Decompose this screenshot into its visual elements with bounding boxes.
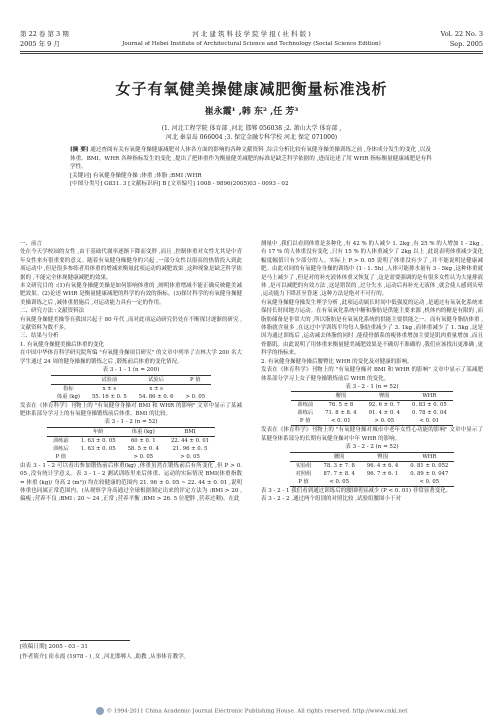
table-row <box>290 478 455 487</box>
table-3-1-1 <box>51 375 211 402</box>
journal-header-line-1 <box>20 30 483 38</box>
table-cell: P 值 <box>290 478 318 487</box>
table-row <box>47 436 215 445</box>
table-cell <box>75 453 122 462</box>
table-cell: x ± s <box>102 385 117 392</box>
table-row <box>51 393 211 402</box>
table-header-cell: BMI <box>165 427 215 436</box>
table-3-2-2 <box>290 452 455 487</box>
table-caption: 表 3 - 1 - 1 (n = 200) <box>102 367 160 374</box>
table-header-cell: 腰围 <box>319 392 362 401</box>
table-cell: > 0. 05 <box>122 453 165 462</box>
table-cell: P 值 <box>291 417 319 426</box>
volume-issue: 第 22 卷 第 3 期 <box>20 30 69 38</box>
subsection-heading: 2. 有氧健身操健身操后腰臀比 WHR 的变化及对健康的影响。 <box>261 358 413 365</box>
paragraph: 发表在《体育科学》刊物上的 "有氧健身操对城市中老年女性心功能的影响" 文章中显示了某健身体系部分的长期有氧健身操对中年 WHR 的影响。 <box>261 427 483 442</box>
section-heading-results: 三、结果与分析 <box>20 333 59 340</box>
paragraph: 测量中 ,我们以看到体重是多种化 ,有 42 % 的人减少 1. 2kg ,有 25 % 的人增加 1 - 2kg ,有 17 % 的人体重没有变化 ,只有 15 % 的人体重减少了 2kg 以上 ,此说表明体重减少变化幅度幅值只有少部分的人。实际上 P > 0. 05 说明了体重没有少了 ,并不能说明是健康减肥。由此对同的有氧健身身操的训练中 (1 - 1. 5h) ,人体可能排水量有 3 - 5kg ,这种体重就是马上减少了 ,但是对的补充液体体重又恢复了 ,这是需要强调的是有很多女性认为大量排液体 ,是可以减肥的有效方法 ,这是错误的 ,过分失水 ,运动后再补充无液体 ,就会使人感到头晕 ,运动能力下降甚至昏迷 ,这种方法是绝对不可行的。 <box>261 241 483 298</box>
table-header-cell: WHR <box>404 452 454 461</box>
table-cell: < 0. 05 <box>317 478 360 487</box>
table-cell: > 0. 05 <box>179 393 211 402</box>
journal-name-cn: 河 北 建 筑 科 技 学 院 学 报 ( 社 科 版 ) <box>192 30 311 38</box>
table-cell: 训练后 <box>52 445 69 452</box>
table-caption: 表 3 - 2 - 1 (n = 52) <box>345 383 399 390</box>
table-cell: 对照组 <box>295 470 312 477</box>
table-header-cell: WHR <box>406 392 453 401</box>
table-header-cell: 臀围 <box>361 452 404 461</box>
table-row <box>291 409 452 417</box>
abstract-block <box>70 146 435 189</box>
table-cell: 1. 63 ± 0. 05 <box>80 445 116 452</box>
table-cell: 58. 5 ± 0. 4 <box>127 445 159 452</box>
paragraph: 本文研究目的 :(1)有氧健身操健美操是如何影响体重的 ,阐明体重增减不能正确反映健美减肥效果。(2)论述 WHR 是衡量健康减肥的科学的有效的指标。(3)探讨科学的有氧健身操健美操训练之后 ,减体重措施后 ,对运动能力具有一定的作用。 <box>20 283 242 306</box>
table-cell: < 0. 05 <box>404 478 454 487</box>
abstract-text: 通过查阅有关有氧健身操健康减肥对人体各方面的影响的各种文献资料 ,综合分析比较有氧健身操美操训练之前 ,身体成分发生的变化 ,以及体重、BMI、WHR 各种指标发生的变化 ,提出了把体重作为衡量健美减肥的标准是缺乏科学依据的 ,进而论述了用 WHR 指标衡量健康减肥是有科学性。 <box>70 147 432 171</box>
table-row <box>291 417 452 426</box>
table-row <box>47 453 215 462</box>
table-cell: P 值 <box>47 453 75 462</box>
table-header-cell: 臀围 <box>363 392 406 401</box>
copyright-text: © 1994-2011 China Academic Journal Electronic Publishing House. All rights reserved. http://www.cnki.net <box>106 708 408 715</box>
table-cell: 1. 63 ± 0. 05 <box>80 437 116 444</box>
table-cell: 92. 6 ± 0. 7 <box>368 402 400 409</box>
table-cell: 0. 89 ± 0. 047 <box>410 470 449 477</box>
affiliation-line-2: 河北 秦皇岛 066004 ;3. 保定金融专科学校 河北 保定 071000) <box>165 134 338 141</box>
table-row <box>47 445 215 453</box>
table-header-cell: 试验后 <box>133 375 180 384</box>
section-heading-intro: 一、前言 <box>20 241 43 247</box>
table-cell: 96. 4 ± 6. 4 <box>366 462 399 469</box>
right-column <box>261 240 483 503</box>
table-cell: 55. 16 ± 0. 5 <box>86 393 133 402</box>
affiliation-line-1: (1. 河北工程学院 体育部 ,河北 邯郸 056038 ;2. 萧山大学 体育部 , <box>161 125 342 132</box>
table-cell: 指标 <box>63 385 74 392</box>
table-cell: 22. 44 ± 0. 01 <box>170 437 210 444</box>
table-cell: 训练后 <box>297 410 314 417</box>
abstract-label: [摘 要] <box>70 147 89 153</box>
table-header-cell: 试验前 <box>86 375 133 384</box>
table-cell: 87. 7 ± 8. 4 <box>323 470 355 477</box>
table-cell: 0. 83 ± 0. 05 <box>411 402 447 409</box>
paragraph: 发表在《体育科学》刊物上的 "有氧健身身操对 BMI 和 WHR 的影响" 文章中显示了某减肥体系部分学习上的有氧健身操锻炼前后体重、BMI 的比较。 <box>20 402 242 417</box>
table-cell: 78. 3 ± 7. 8 <box>323 462 355 469</box>
table-header-cell: 体重 (kg) <box>122 427 165 436</box>
paragraph: 表 3 - 2 - 1 我们看到通过训练后的腰围明显减少 (P < 0. 01) 非常显著变化。 <box>261 487 452 494</box>
subsection-heading: 1. 有氧健身操健美操后体重的变化 <box>20 341 104 348</box>
header-rule <box>20 51 483 52</box>
paragraph: 处在今天学校园的女性 ,由于基础代谢率逐渐下降而变胖 ,而且 ,控制体重对女性尤其是中青年女性来有很重要的意义。随着有氧健身操健身的兴起 ,一部分女性以很高的热情投入到此项运动中 ,但是很多参练者用体重的增减来衡量此项运动的减肥效果 ,这种现象是缺乏科学依据的 ,不能完全体现健康减肥的效果。 <box>20 249 242 281</box>
table-cell: 训练前 <box>52 437 69 444</box>
table-caption: 表 3 - 2 - 2 (n = 52) <box>345 444 399 451</box>
table-cell <box>179 384 211 393</box>
table-cell: 0. 81 ± 0. 052 <box>410 462 449 469</box>
table-cell: 实验组 <box>295 462 312 469</box>
table-3-1-2 <box>47 427 215 462</box>
paragraph: 有氧健身操健美操等在我国兴起于 80 年代 ,而对此项运动研究仍处在不断探讨逐渐的研究 ,文献资料为数不多。 <box>20 316 242 332</box>
paragraph: 发表在《体育科学》刊物上的 "有氧健身操对 BMI 和 WHR 的影响" 文章中显示了某减肥体系部分学习上女子健身操锻炼前后 WHR 的变化。 <box>261 367 483 382</box>
table-header-cell: P 值 <box>179 375 211 384</box>
table-cell: 54. 86 ± 0. 6 <box>133 393 180 402</box>
table-cell: < 0. 01 <box>406 417 453 426</box>
table-row <box>290 470 455 478</box>
footnote-rule <box>20 640 130 641</box>
paragraph: 表 3 - 2 - 2 ,通过两个组别的对照比较 ,试验组腰围小于对 <box>261 495 401 502</box>
table-caption: 表 3 - 1 - 2 (n = 52) <box>104 419 158 426</box>
copyright-bar <box>0 707 503 715</box>
table-header-cell <box>290 452 318 461</box>
paragraph: 由表 3 - 1 - 2 可以看出参加锻炼前后体重(kg) ,体重虽然在锻炼前后有所变化 ,但 P > 0. 05 ,没有统计学意义。表 3 - 1 - 2 测试训练里来后体重、运动的实际情况 BMI(体重指数 = 体重 (kg)/ 身高 2 (m²)) 均在较健康的范围内 21. 96 ± 0. 05 ~ 22. 44 ± 0. 01 ,说明体重也同属正常范围内。(从观察学身高通过全球根据制定出来的评定方法为 :BMI > 20 ,偏瘦 ;营养不良 ;BMI : 20 ~ 24 ,正常 ;营养平衡 ;BMI > 26. 5 位肥胖 ,营养过剩)。在此 <box>20 462 242 503</box>
left-column <box>20 240 242 504</box>
table-cell: > 0. 05 <box>363 417 406 426</box>
article-title: 女子有氧健美操健康减肥衡量标准浅析 <box>115 80 388 98</box>
section-heading-method: 二、研究方法 :文献资料法 <box>20 308 85 315</box>
table-row <box>291 401 452 410</box>
table-cell: 训练前 <box>297 402 314 409</box>
table-cell: 0. 78 ± 0. 04 <box>411 410 447 417</box>
table-header-cell <box>291 392 319 401</box>
journal-name-en: Journal of Hebei Institute of Architectural Science and Technology (Social Science Edition) <box>122 41 381 47</box>
table-cell: 91. 4 ± 0. 4 <box>368 410 400 417</box>
header-rule-thin <box>20 53 483 54</box>
table-cell: 71. 8 ± 8. 4 <box>325 410 357 417</box>
cnki-logo-icon <box>96 707 104 715</box>
table-cell: 96. 7 ± 6. 1 <box>366 470 399 477</box>
table-header-cell <box>51 375 86 384</box>
table-cell <box>361 478 404 487</box>
journal-header-line-2 <box>20 40 483 48</box>
table-header-cell: 年龄 <box>75 427 122 436</box>
paragraph: 在中国中华体育科学研究院所编 "有氧健身操项目研究" 的文章中列举了吉林大学 200 名大学生通过 24 周的健身操操的锻炼之后 ,锻炼前后体重的变化情况。 <box>20 350 242 365</box>
classification-codes: [中图分类号] G831. 3 [文献标识码] B [文章编号] 1008 - 9896(2005)03 - 0093 - 02 <box>70 181 289 188</box>
table-row <box>290 461 455 470</box>
article-authors: 崔永霞¹ ,韩 东² ,任 芳³ <box>204 107 299 117</box>
table-cell: 76. 5 ± 8 <box>328 402 354 409</box>
table-cell: x ± s <box>149 385 163 392</box>
table-cell: 体重 (kg) <box>51 393 86 402</box>
table-row <box>51 384 211 393</box>
table-cell: > 0. 05 <box>165 453 215 462</box>
paragraph: 有氧健身操健身操发生理学分析 ,此项运动属长时间中低强度的运动 ,是通过有氧氧化系统来保持长时间地方运动。在有氧氧化系统中糖和脂肪是供能主要来源 ,机体内的糖是有限的 ,而脂肪储备是非常大的 ,所以脂肪是有氧氧化系统的供能主要供能之一。而有氧健身脂肪体重 ,体脂就含量多 ,在这过中学训练平均每人脂肪重减少了 3. 1kg ,而体重减少了 1. 5kg ,这是因为通过训练后 ,运动减去体脂的同时 ,能使骨骼系的瘦体重增加主要是肌肉重量增加 ,而且骨骼肌。由此说明了用体重来衡量健美减肥效果是不确切不准确的 ,我们应该找出更准确 ,更科学的指标来。 <box>261 299 483 357</box>
table-cell: < 0. 01 <box>319 417 362 426</box>
publish-date-en: Sep. 2005 <box>449 40 483 48</box>
table-header-cell <box>47 427 75 436</box>
table-header-cell: 腰围 <box>317 452 360 461</box>
table-cell: 60 ± 0. 1 <box>130 437 156 444</box>
footnote-author: [作者简介] 崔永霞 (1978 - ) ,女 ,河北邯郸人 ,助教 ,从事体育教学。 <box>20 654 190 660</box>
publish-date: 2005 年 9 月 <box>20 40 60 48</box>
volume-issue-en: Vol. 22 No. 3 <box>440 30 483 38</box>
table-3-2-1 <box>291 391 452 426</box>
table-cell: 21. 96 ± 0. 5 <box>172 445 208 452</box>
keywords: [关键词] 有氧健身操健身操 ;体重 ;体脂 ;BMI ;WHR <box>70 172 202 179</box>
footnote-received: [收稿日期] 2005 - 03 - 31 <box>20 644 88 650</box>
